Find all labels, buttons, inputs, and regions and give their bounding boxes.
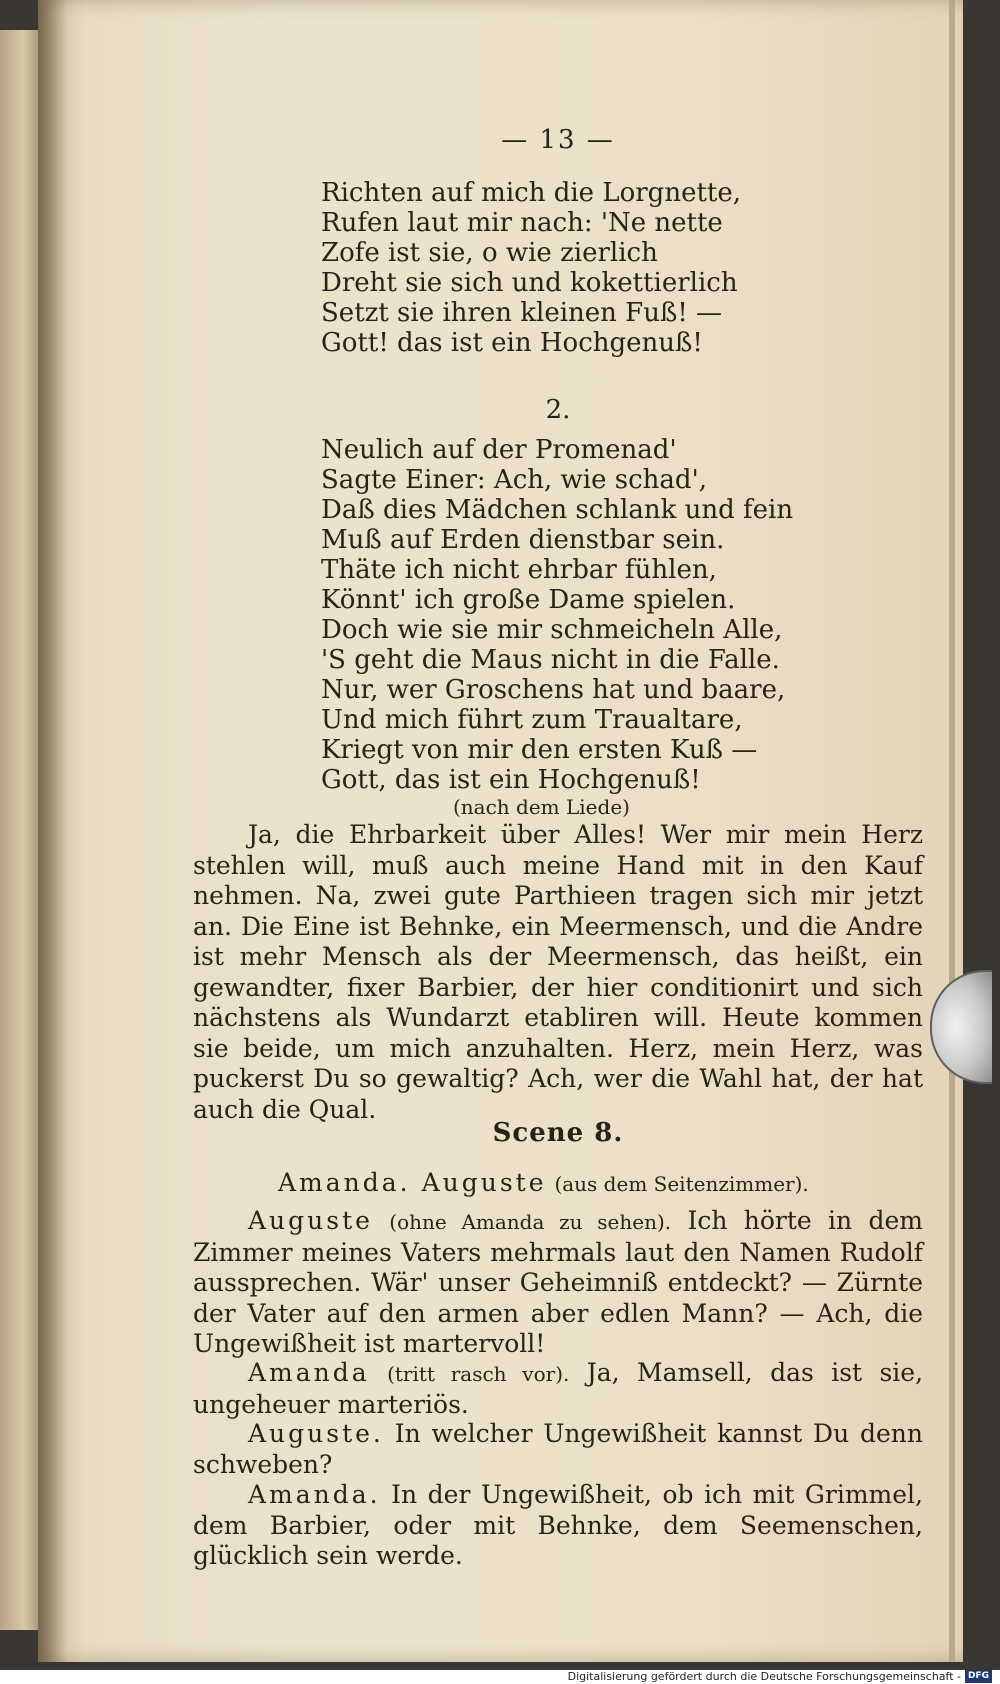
facing-page-edge	[0, 30, 40, 1630]
verse-line: Nur, wer Groschens hat und baare,	[321, 675, 786, 705]
cast-line	[193, 1168, 923, 1200]
gutter-shadow	[38, 0, 68, 1662]
dialogue-text: In der Ungewißheit, ob ich mit Grimmel, dem Barbier, oder mit Behnke, dem Seemenschen, glücklich sein werde.	[193, 1480, 924, 1570]
stage-direction: (ohne Amanda zu sehen).	[389, 1210, 672, 1234]
verse-line: Zofe ist sie, o wie zierlich	[321, 238, 658, 268]
digitization-footer	[568, 1668, 992, 1684]
verse-line: Und mich führt zum Traualtare,	[321, 705, 743, 735]
verse-line: Gott! das ist ein Hochgenuß!	[321, 328, 703, 358]
dialogue-text: Ja, Mamsell, das ist sie, ungeheuer marteriös.	[193, 1358, 924, 1419]
verse-line: Neulich auf der Promenad'	[321, 435, 677, 465]
speaker-name: Amanda.	[248, 1480, 381, 1509]
cast-names: Amanda. Auguste	[278, 1168, 547, 1197]
verse-line: Könnt' ich große Dame spielen.	[321, 585, 736, 615]
stanza-number: 2.	[545, 395, 571, 425]
verse-line: Gott, das ist ein Hochgenuß!	[321, 765, 701, 795]
dialogue-text: Ich hörte in dem Zimmer meines Vaters mehrmals laut den Namen Rudolf aussprechen. Wär' unser Geheimniß entdeckt? — Zürnte der Vater auf den armen aber edlen Mann? — Ach, die Ungewißheit ist martervoll!	[193, 1206, 923, 1358]
verse-line: Thäte ich nicht ehrbar fühlen,	[321, 555, 717, 585]
verse-line: Richten auf mich die Lorgnette,	[321, 178, 741, 208]
speaker-name: Amanda	[248, 1358, 370, 1387]
verse-line: Setzt sie ihren kleinen Fuß! —	[321, 298, 723, 328]
verse-line: Kriegt von mir den ersten Kuß —	[321, 735, 758, 765]
speaker-name: Auguste.	[248, 1419, 384, 1448]
monologue-paragraph: Ja, die Ehrbarkeit über Alles! Wer mir mein Herz stehlen will, muß auch meine Hand mit in den Kauf nehmen. Na, zwei gute Parthieen tragen sich mir jetzt an. Die Eine ist Behnke, ein Meermensch, und die Andre ist mehr Mensch als der Meermensch, das heißt, ein gewandter, fixer Barbier, der hier conditionirt und sich nächstens als Wundarzt etabliren will. Heute kommen sie beide, um mich anzuhalten. Herz, mein Herz, was puckerst Du so gewaltig? Ach, wer die Wahl hat, der hat auch die Qual.	[193, 820, 923, 1124]
page-edge	[949, 0, 955, 1662]
footer-text: Digitalisierung gefördert durch die Deutsche Forschungsgemeinschaft -	[567, 1669, 961, 1683]
dialogue-entry	[193, 1419, 923, 1480]
dialogue-text: In welcher Ungewißheit kannst Du denn schweben?	[193, 1419, 923, 1479]
dialogue-entry	[193, 1358, 923, 1420]
stage-direction: (nach dem Liede)	[453, 795, 630, 819]
speaker-name: Auguste	[248, 1206, 373, 1235]
verse-line: Muß auf Erden dienstbar sein.	[321, 525, 725, 555]
verse-line: Dreht sie sich und kokettierlich	[321, 268, 738, 298]
stage-direction: (tritt rasch vor).	[387, 1362, 570, 1386]
page-number: — 13 —	[501, 125, 615, 155]
dialogue-entry	[193, 1206, 923, 1360]
verse-line: Sagte Einer: Ach, wie schad',	[321, 465, 707, 495]
verse-line: 'S geht die Maus nicht in die Falle.	[321, 645, 780, 675]
cast-note: (aus dem Seitenzimmer).	[554, 1172, 809, 1196]
dfg-logo: DFG	[965, 1670, 992, 1683]
scene-heading: Scene 8.	[492, 1118, 624, 1148]
verse-line: Rufen laut mir nach: 'Ne nette	[321, 208, 723, 238]
verse-line: Doch wie sie mir schmeicheln Alle,	[321, 615, 783, 645]
book-page	[38, 0, 963, 1662]
dialogue-entry	[193, 1480, 923, 1572]
verse-line: Daß dies Mädchen schlank und fein	[321, 495, 794, 525]
